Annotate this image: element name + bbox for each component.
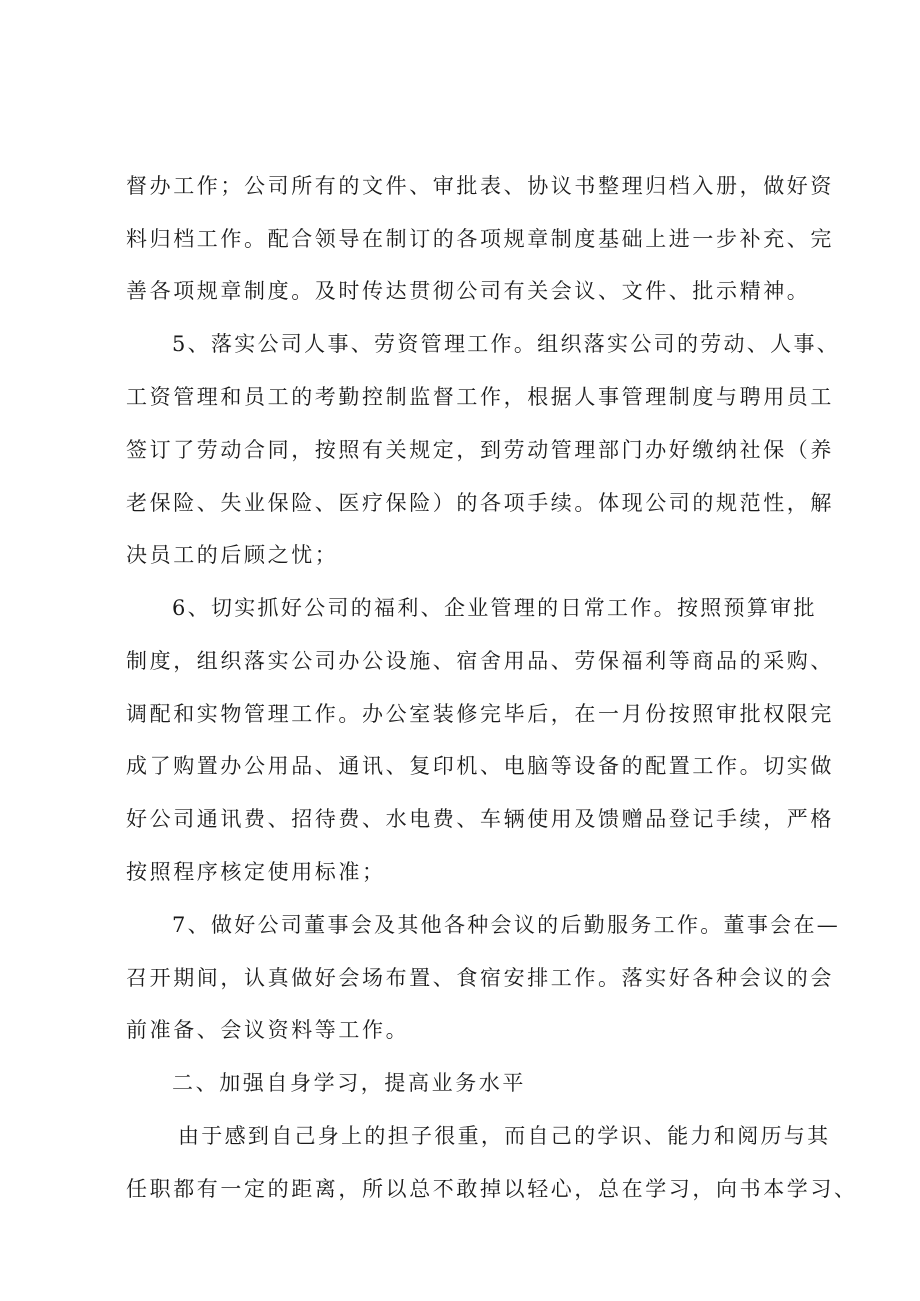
paragraph-start-line: 7、做好公司董事会及其他各种会议的后勤服务工作。董事会在— (172, 913, 841, 937)
text-line: 前准备、会议资料等工作。 (126, 1018, 410, 1042)
text-line: 任职都有一定的距离，所以总不敢掉以轻心，总在学习，向书本学习、 (126, 1177, 858, 1201)
text-line: 好公司通讯费、招待费、水电费、车辆使用及馈赠品登记手续，严格 (126, 807, 834, 831)
text-line: 善各项规章制度。及时传达贯彻公司有关会议、文件、批示精神。 (126, 279, 811, 303)
text-line: 工资管理和员工的考勤控制监督工作，根据人事管理制度与聘用员工 (126, 385, 834, 409)
text-line: 按照程序核定使用标准； (126, 860, 386, 884)
text-line: 召开期间，认真做好会场布置、食宿安排工作。落实好各种会议的会 (126, 966, 834, 990)
text-line: 老保险、失业保险、医疗保险）的各项手续。体现公司的规范性，解 (126, 491, 834, 515)
text-line: 料归档工作。配合领导在制订的各项规章制度基础上进一步补充、完 (126, 227, 834, 251)
text-line: 成了购置办公用品、通讯、复印机、电脑等设备的配置工作。切实做 (126, 754, 834, 778)
paragraph-start-line: 由于感到自己身上的担子很重，而自己的学识、能力和阅历与其 (178, 1124, 831, 1148)
paragraph-start-line: 5、落实公司人事、劳资管理工作。组织落实公司的劳动、人事、 (172, 332, 841, 356)
text-line: 签订了劳动合同，按照有关规定，到劳动管理部门办好缴纳社保（养 (126, 438, 834, 462)
text-line: 督办工作；公司所有的文件、审批表、协议书整理归档入册，做好资 (126, 174, 834, 198)
section-heading: 二、加强自身学习，提高业务水平 (172, 1071, 526, 1095)
text-line: 决员工的后顾之忧； (126, 543, 339, 567)
text-line: 制度，组织落实公司办公设施、宿舍用品、劳保福利等商品的采购、 (126, 649, 834, 673)
text-line: 调配和实物管理工作。办公室装修完毕后，在一月份按照审批权限完 (126, 702, 834, 726)
paragraph-start-line: 6、切实抓好公司的福利、企业管理的日常工作。按照预算审批 (172, 596, 817, 620)
